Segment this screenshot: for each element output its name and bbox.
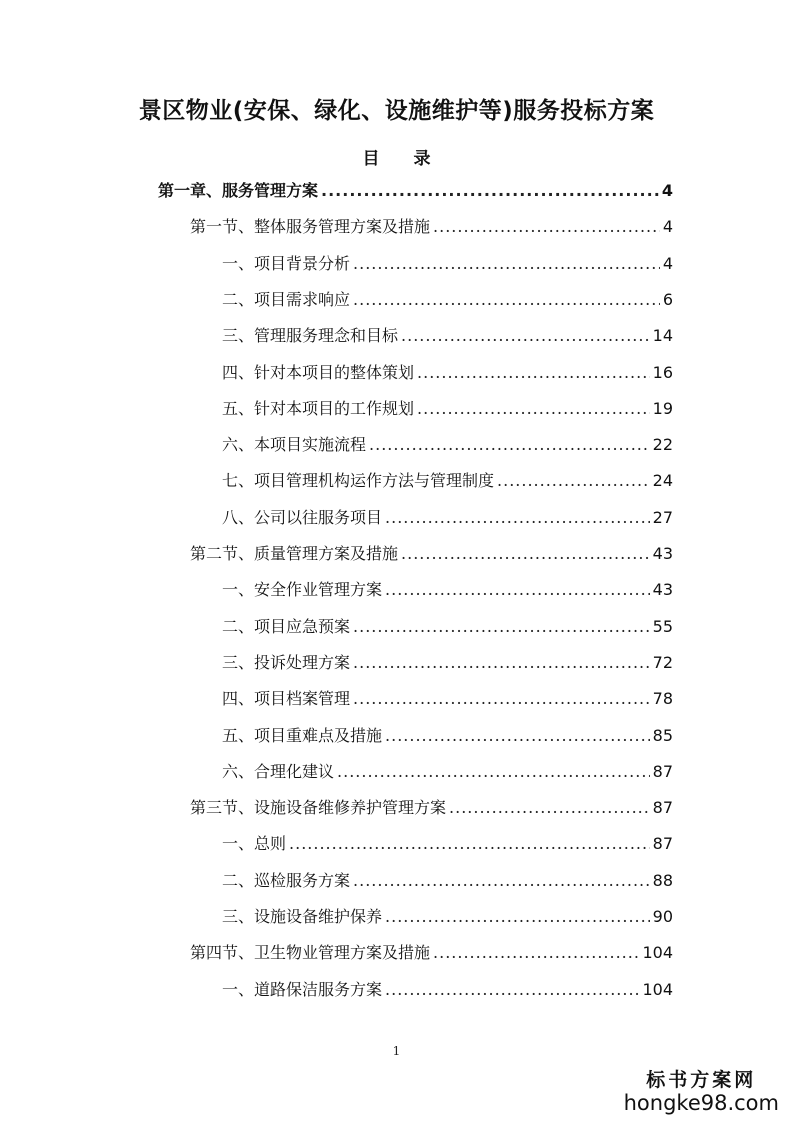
toc-entry-page: 87 bbox=[652, 761, 673, 781]
toc-entry-page: 14 bbox=[652, 326, 673, 346]
toc-entry-label: 四、项目档案管理 bbox=[222, 689, 351, 709]
toc-entry-label: 二、项目需求响应 bbox=[222, 289, 351, 309]
toc-entry-label: 七、项目管理机构运作方法与管理制度 bbox=[222, 471, 495, 491]
toc-entry-page: 43 bbox=[652, 544, 673, 563]
toc-entry-label: 三、管理服务理念和目标 bbox=[222, 326, 399, 346]
toc-entry[interactable] bbox=[190, 938, 673, 968]
toc-dot-leader bbox=[385, 975, 639, 1005]
toc-entry-label: 第一节、整体服务管理方案及措施 bbox=[190, 217, 431, 237]
toc-dot-leader bbox=[369, 430, 650, 460]
toc-dot-leader bbox=[385, 902, 650, 932]
toc-entry-label: 八、公司以往服务项目 bbox=[222, 507, 383, 527]
toc-entry[interactable] bbox=[222, 684, 673, 714]
toc-dot-leader bbox=[385, 575, 650, 605]
toc-dot-leader bbox=[353, 285, 660, 315]
toc-entry-label: 六、合理化建议 bbox=[222, 761, 335, 781]
toc-entry-label: 一、道路保洁服务方案 bbox=[222, 979, 383, 999]
toc-entry[interactable] bbox=[222, 575, 673, 605]
toc-entry-label: 四、针对本项目的整体策划 bbox=[222, 362, 415, 382]
toc-entry-label: 一、总则 bbox=[222, 834, 287, 854]
toc-entry-page: 6 bbox=[662, 289, 673, 309]
toc-entry-page: 87 bbox=[652, 834, 673, 854]
toc-entry-label: 五、项目重难点及措施 bbox=[222, 725, 383, 745]
toc-entry-page: 4 bbox=[661, 181, 673, 200]
toc-entry-page: 55 bbox=[652, 616, 673, 636]
watermark-logo bbox=[624, 1065, 779, 1114]
toc-entry[interactable] bbox=[222, 648, 673, 678]
toc-entry-label: 三、设施设备维护保养 bbox=[222, 907, 383, 926]
toc-entry-page: 24 bbox=[652, 471, 673, 491]
toc-dot-leader bbox=[353, 866, 650, 896]
toc-entry[interactable] bbox=[222, 902, 673, 932]
toc-dot-leader bbox=[449, 793, 650, 823]
toc-dot-leader bbox=[385, 503, 650, 533]
toc-entry-page: 19 bbox=[652, 398, 673, 418]
toc-dot-leader bbox=[385, 721, 650, 751]
toc-entry[interactable] bbox=[222, 285, 673, 315]
toc-entry-label: 一、项目背景分析 bbox=[222, 253, 351, 273]
toc-entry[interactable] bbox=[222, 757, 673, 787]
page-number: 1 bbox=[392, 1044, 401, 1058]
toc-entry-page: 104 bbox=[642, 943, 673, 963]
toc-dot-leader bbox=[417, 394, 650, 424]
toc-dot-leader bbox=[289, 829, 650, 859]
toc-entry-label: 一、安全作业管理方案 bbox=[222, 580, 383, 600]
toc-entry-page: 72 bbox=[652, 652, 673, 672]
toc-entry[interactable] bbox=[222, 975, 673, 1005]
toc-dot-leader bbox=[433, 212, 660, 242]
toc-entry[interactable] bbox=[190, 793, 673, 823]
toc-entry[interactable] bbox=[222, 394, 673, 424]
toc-entry[interactable] bbox=[222, 866, 673, 896]
document-title: 景区物业(安保、绿化、设施维护等)服务投标方案 bbox=[138, 98, 655, 124]
toc-entry[interactable] bbox=[222, 358, 673, 388]
toc-dot-leader bbox=[353, 612, 650, 642]
toc-entry-page: 85 bbox=[652, 725, 673, 745]
toc-dot-leader bbox=[401, 539, 650, 569]
toc-dot-leader bbox=[497, 466, 650, 496]
toc-entry-label: 二、项目应急预案 bbox=[222, 616, 351, 636]
toc-dot-leader bbox=[433, 938, 639, 968]
toc-entry[interactable] bbox=[190, 539, 673, 569]
toc-entry[interactable] bbox=[222, 430, 673, 460]
toc-dot-leader bbox=[353, 249, 660, 279]
toc-entry-page: 4 bbox=[662, 253, 673, 273]
toc-dot-leader bbox=[353, 648, 650, 678]
toc-entry-page: 43 bbox=[652, 580, 673, 600]
watermark-brand: 标书方案网 bbox=[646, 1069, 757, 1091]
toc-entry-page: 16 bbox=[652, 362, 673, 382]
toc-entry[interactable] bbox=[158, 176, 673, 206]
toc-entry[interactable] bbox=[222, 466, 673, 496]
toc-entry[interactable] bbox=[190, 212, 673, 242]
toc-entry-label: 第二节、质量管理方案及措施 bbox=[190, 544, 399, 563]
toc-entry-label: 二、巡检服务方案 bbox=[222, 870, 351, 890]
toc-entry[interactable] bbox=[222, 503, 673, 533]
toc-dot-leader bbox=[417, 358, 650, 388]
toc-entry[interactable] bbox=[222, 249, 673, 279]
toc-dot-leader bbox=[337, 757, 650, 787]
toc-entry[interactable] bbox=[222, 829, 673, 859]
toc-entry[interactable] bbox=[222, 612, 673, 642]
toc-entry-page: 90 bbox=[652, 907, 673, 926]
toc-entry-page: 78 bbox=[652, 689, 673, 709]
toc-entry-page: 88 bbox=[652, 870, 673, 890]
toc-entry-page: 27 bbox=[652, 507, 673, 527]
toc-entry-label: 第四节、卫生物业管理方案及措施 bbox=[190, 943, 431, 963]
toc-dot-leader bbox=[321, 176, 659, 206]
toc-entry-page: 22 bbox=[652, 435, 673, 455]
watermark-url: hongke98.com bbox=[623, 1091, 779, 1115]
toc-entry-page: 87 bbox=[652, 798, 673, 818]
toc-heading: 目 录 bbox=[362, 149, 445, 169]
toc-entry-label: 五、针对本项目的工作规划 bbox=[222, 398, 415, 418]
toc-dot-leader bbox=[401, 321, 650, 351]
toc-entry[interactable] bbox=[222, 721, 673, 751]
toc-entry-label: 三、投诉处理方案 bbox=[222, 652, 351, 672]
toc-entry-page: 104 bbox=[642, 979, 673, 999]
toc-entry-page: 4 bbox=[662, 217, 673, 237]
toc-entry[interactable] bbox=[222, 321, 673, 351]
toc-entry-label: 第一章、服务管理方案 bbox=[158, 181, 319, 200]
toc-dot-leader bbox=[353, 684, 650, 714]
toc-entry-label: 第三节、设施设备维修养护管理方案 bbox=[190, 798, 447, 818]
toc-entry-label: 六、本项目实施流程 bbox=[222, 435, 367, 455]
